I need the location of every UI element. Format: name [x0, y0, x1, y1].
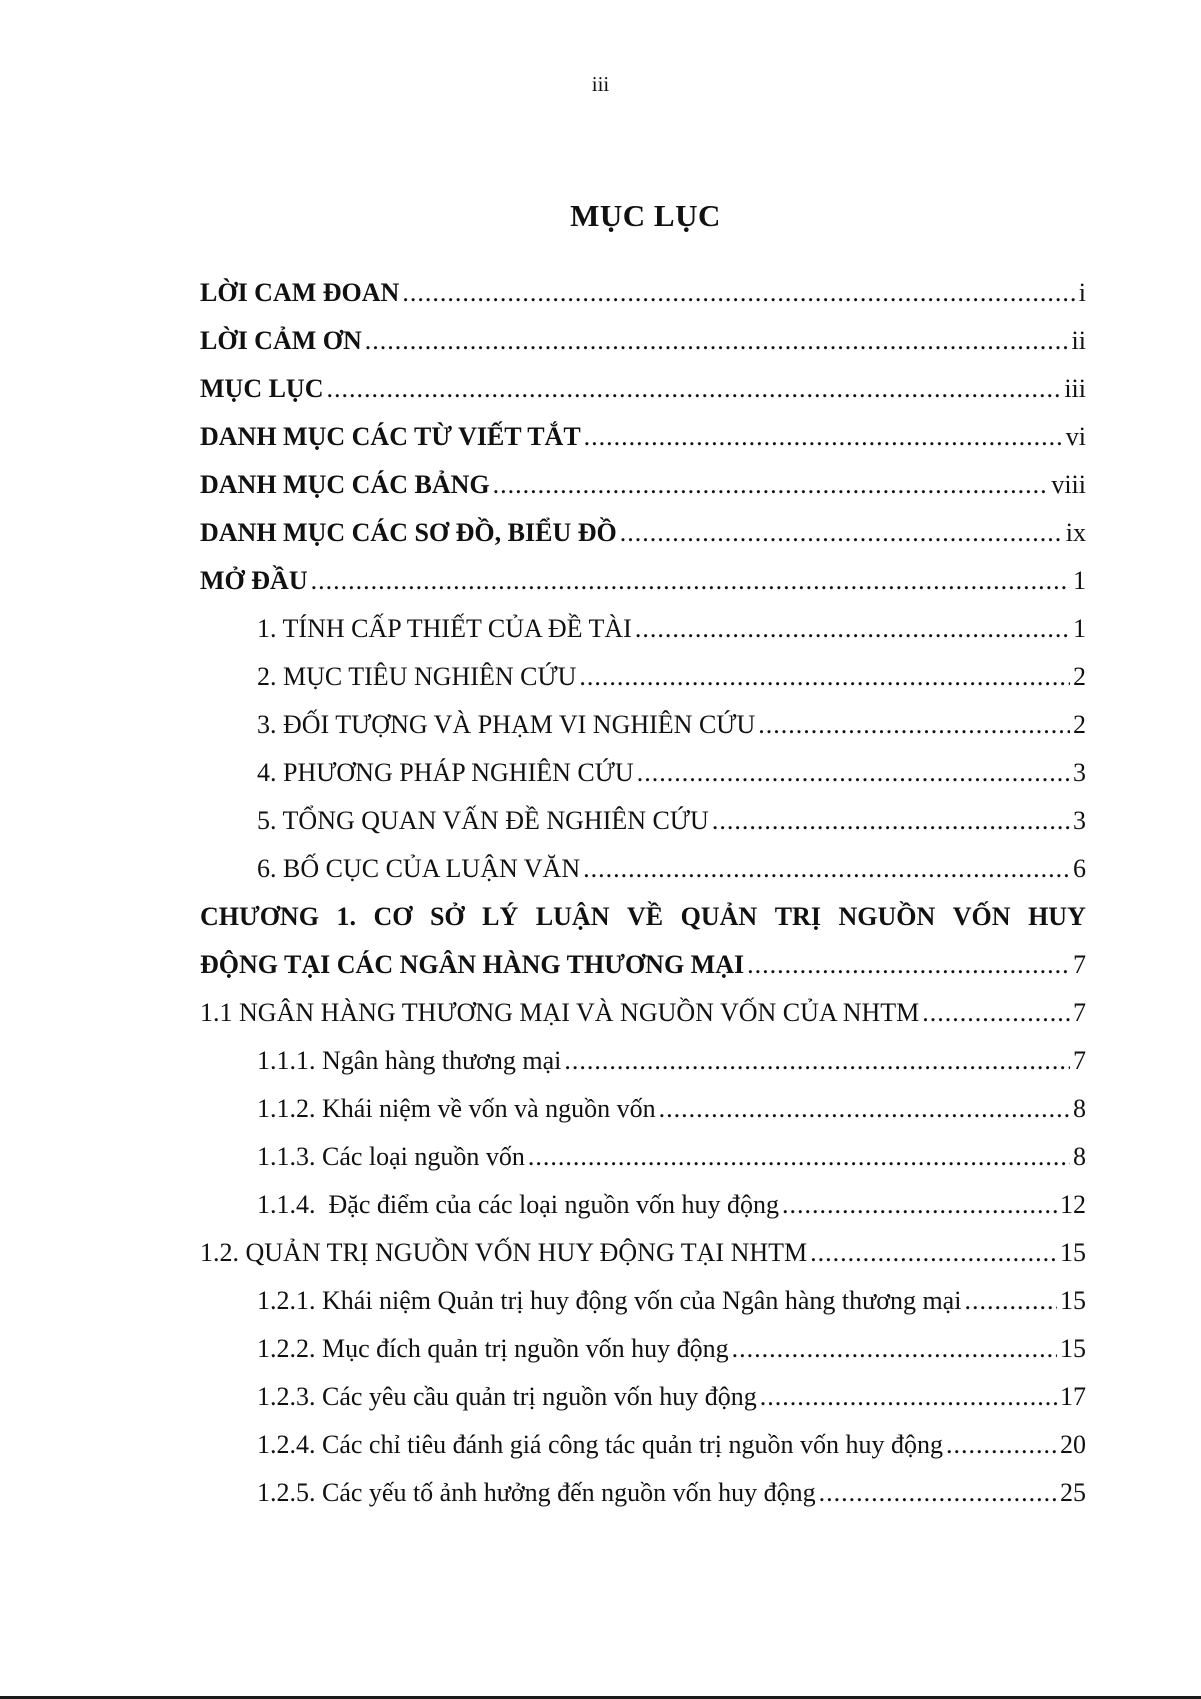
toc-entry-1-2-1[interactable]	[200, 1286, 1086, 1334]
toc-leader-dots	[747, 950, 1070, 980]
toc-entry-loi-cam-on[interactable]	[200, 326, 1086, 374]
toc-entry-1-1-2[interactable]	[200, 1094, 1086, 1142]
toc-leader-dots	[402, 278, 1075, 308]
chapter-word: 1.	[336, 902, 356, 931]
toc-entry-label: DANH MỤC CÁC SƠ ĐỒ, BIỂU ĐỒ	[200, 518, 617, 547]
toc-entry-label: 1.1 NGÂN HÀNG THƯƠNG MẠI VÀ NGUỒN VỐN CỦA NHTM	[200, 998, 920, 1027]
toc-entry-page: 2	[1073, 662, 1086, 691]
toc-entry-danh-muc-tu-viet-tat[interactable]	[200, 422, 1086, 470]
toc-entry-intro-1[interactable]	[200, 614, 1086, 662]
chapter-word: CƠ	[373, 902, 413, 931]
toc-leader-dots	[758, 710, 1070, 740]
toc-leader-dots	[964, 1286, 1057, 1316]
toc-entry-label: 6. BỐ CỤC CỦA LUẬN VĂN	[257, 854, 581, 883]
toc-entry-label: 1.2.5. Các yếu tố ảnh hưởng đến nguồn vốn huy động	[257, 1478, 816, 1507]
chapter-word: NGUỒN	[838, 902, 936, 931]
chapter-word: SỞ	[429, 902, 465, 931]
toc-entry-page: 8	[1073, 1142, 1086, 1171]
toc-entry-page: 8	[1073, 1094, 1086, 1123]
toc-leader-dots	[760, 1382, 1057, 1412]
toc-entry-page: iii	[1064, 374, 1086, 403]
toc-entry-page: 15	[1060, 1334, 1086, 1363]
toc-leader-dots	[732, 1334, 1057, 1364]
toc-entry-page: 1	[1073, 614, 1086, 643]
toc-entry-intro-2[interactable]	[200, 662, 1086, 710]
toc-entry-1-2-3[interactable]	[200, 1382, 1086, 1430]
toc-entry-page: 7	[1073, 1046, 1086, 1075]
toc-entry-mo-dau[interactable]	[200, 566, 1086, 614]
toc-leader-dots	[584, 422, 1063, 452]
toc-leader-dots	[583, 854, 1070, 884]
toc-entry-page: 15	[1060, 1286, 1086, 1315]
toc-leader-dots	[635, 614, 1070, 644]
toc-entry-1-2-5[interactable]	[200, 1478, 1086, 1526]
toc-entry-label: 1.1.2. Khái niệm về vốn và nguồn vốn	[257, 1094, 656, 1123]
toc-title: MỤC LỤC	[570, 198, 721, 233]
toc-entry-page: 17	[1060, 1382, 1086, 1411]
toc-entry-loi-cam-doan[interactable]	[200, 278, 1086, 326]
toc-entry-label: 4. PHƯƠNG PHÁP NGHIÊN CỨU	[257, 758, 634, 787]
toc-entry-label: 1.1.4. Đặc điểm của các loại nguồn vốn huy động	[257, 1190, 780, 1219]
toc-entry-label: 3. ĐỐI TƯỢNG VÀ PHẠM VI NGHIÊN CỨU	[257, 710, 756, 739]
toc-entry-page: 3	[1073, 806, 1086, 835]
toc-leader-dots	[810, 1238, 1057, 1268]
toc-entry-page: 15	[1060, 1238, 1086, 1267]
toc-entry-danh-muc-bang[interactable]	[200, 470, 1086, 518]
toc-entry-label: MỞ ĐẦU	[200, 566, 308, 595]
toc-entry-label: DANH MỤC CÁC TỪ VIẾT TẮT	[200, 422, 581, 451]
chapter-word: LUẬN	[535, 902, 610, 931]
toc-entry-page: 2	[1073, 710, 1086, 739]
toc-entry-label: LỜI CAM ĐOAN	[200, 278, 400, 307]
toc-leader-dots	[659, 1094, 1070, 1124]
toc-entry-page: vi	[1065, 422, 1086, 451]
chapter-word: QUẢN	[680, 902, 758, 931]
toc-entry-label: 1.2. QUẢN TRỊ NGUỒN VỐN HUY ĐỘNG TẠI NHTM	[200, 1238, 808, 1267]
toc-entry-page: 6	[1073, 854, 1086, 883]
toc-chapter-1-line-2[interactable]	[200, 950, 1086, 998]
chapter-word: VỀ	[627, 902, 664, 931]
toc-entry-label: 1.1.1. Ngân hàng thương mại	[257, 1046, 562, 1075]
toc-entry-intro-4[interactable]	[200, 758, 1086, 806]
page-number: iii	[591, 72, 610, 96]
toc-entry-page: 3	[1073, 758, 1086, 787]
chapter-word: LÝ	[482, 902, 519, 931]
toc-entry-page: ii	[1071, 326, 1086, 355]
toc-entry-label: MỤC LỤC	[200, 374, 324, 403]
toc-entry-page: ix	[1065, 518, 1086, 547]
toc-entry-label: 1.2.3. Các yêu cầu quản trị nguồn vốn huy động	[257, 1382, 757, 1411]
toc-entry-1-1-3[interactable]	[200, 1142, 1086, 1190]
toc-leader-dots	[637, 758, 1070, 788]
chapter-word: VỐN	[952, 902, 1011, 931]
toc-leader-dots	[564, 1046, 1070, 1076]
toc-entry-1-1-4[interactable]	[200, 1190, 1086, 1238]
toc-leader-dots	[620, 518, 1063, 548]
toc-entry-label: 1.2.2. Mục đích quản trị nguồn vốn huy động	[257, 1334, 729, 1363]
toc-entry-intro-5[interactable]	[200, 806, 1086, 854]
toc-entry-danh-muc-so-do[interactable]	[200, 518, 1086, 566]
toc-entry-intro-3[interactable]	[200, 710, 1086, 758]
chapter-word: CHƯƠNG	[200, 902, 319, 931]
toc-entry-muc-luc[interactable]	[200, 374, 1086, 422]
toc-leader-dots	[311, 566, 1070, 596]
toc-entry-label: 1.2.4. Các chỉ tiêu đánh giá công tác quản trị nguồn vốn huy động	[257, 1430, 943, 1459]
toc-entry-1-1-1[interactable]	[200, 1046, 1086, 1094]
toc-entry-label: 5. TỔNG QUAN VẤN ĐỀ NGHIÊN CỨU	[257, 806, 709, 835]
toc-entry-1-2-2[interactable]	[200, 1334, 1086, 1382]
toc-entry-page: 7	[1073, 998, 1086, 1027]
toc-entry-label: ĐỘNG TẠI CÁC NGÂN HÀNG THƯƠNG MẠI	[200, 950, 745, 979]
toc-leader-dots	[528, 1142, 1070, 1172]
table-of-contents	[200, 278, 1086, 1526]
toc-entry-1-2-4[interactable]	[200, 1430, 1086, 1478]
toc-chapter-1-line-1[interactable]	[200, 902, 1086, 950]
toc-leader-dots	[782, 1190, 1057, 1220]
toc-entry-label: DANH MỤC CÁC BẢNG	[200, 470, 490, 499]
toc-entry-page: 1	[1073, 566, 1086, 595]
toc-entry-label: 2. MỤC TIÊU NGHIÊN CỨU	[257, 662, 577, 691]
toc-entry-label: LỜI CẢM ƠN	[200, 326, 362, 355]
toc-leader-dots	[819, 1478, 1057, 1508]
toc-leader-dots	[365, 326, 1069, 356]
chapter-word: HUY	[1028, 902, 1086, 931]
toc-leader-dots	[946, 1430, 1057, 1460]
toc-entry-page: i	[1078, 278, 1086, 307]
toc-entry-page: 25	[1060, 1478, 1086, 1507]
toc-leader-dots	[327, 374, 1062, 404]
toc-entry-page: 20	[1060, 1430, 1086, 1459]
toc-leader-dots	[493, 470, 1049, 500]
toc-entry-intro-6[interactable]	[200, 854, 1086, 902]
toc-entry-page: 7	[1073, 950, 1086, 979]
toc-entry-label: 1.1.3. Các loại nguồn vốn	[257, 1142, 525, 1171]
toc-entry-label: 1. TÍNH CẤP THIẾT CỦA ĐỀ TÀI	[257, 614, 632, 643]
toc-entry-page: viii	[1051, 470, 1086, 499]
toc-leader-dots	[579, 662, 1070, 692]
toc-entry-section-1-1[interactable]	[200, 998, 1086, 1046]
toc-leader-dots	[922, 998, 1070, 1028]
chapter-word: TRỊ	[774, 902, 821, 931]
toc-entry-label: 1.2.1. Khái niệm Quản trị huy động vốn của Ngân hàng thương mại	[257, 1286, 962, 1315]
toc-leader-dots	[712, 806, 1070, 836]
toc-entry-page: 12	[1060, 1190, 1086, 1219]
toc-entry-section-1-2[interactable]	[200, 1238, 1086, 1286]
